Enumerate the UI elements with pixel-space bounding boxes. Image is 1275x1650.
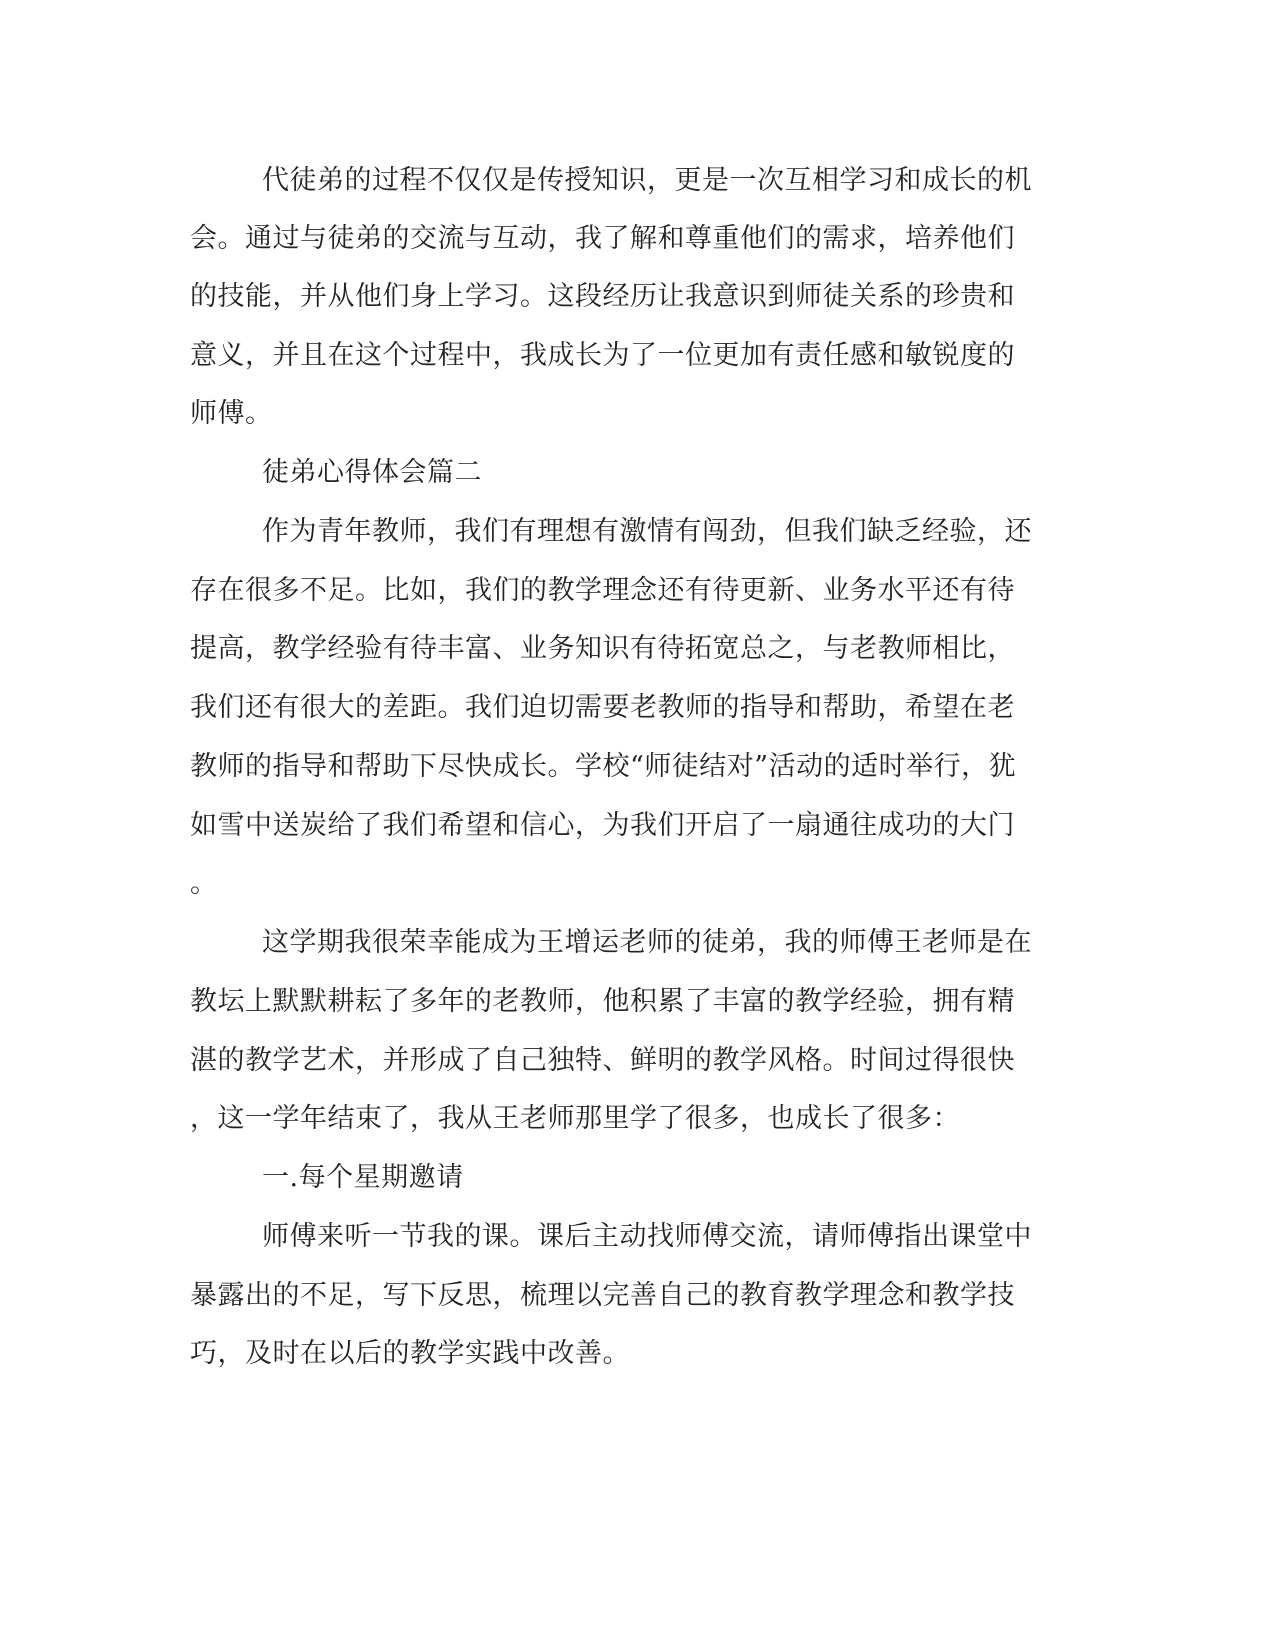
paragraph-line: 的技能，并从他们身上学习。这段经历让我意识到师徒关系的珍贵和 [190, 281, 1015, 312]
paragraph-line: 巧，及时在以后的教学实践中改善。 [190, 1338, 630, 1369]
paragraph-line: 作为青年教师，我们有理想有激情有闯劲，但我们缺乏经验，还 [262, 516, 1032, 547]
paragraph-line: 我们还有很大的差距。我们迫切需要老教师的指导和帮助，希望在老 [190, 692, 1015, 723]
paragraph-line: ，这一学年结束了，我从王老师那里学了很多，也成长了很多： [190, 1103, 960, 1134]
paragraph-line: 教坛上默默耕耘了多年的老教师，他积累了丰富的教学经验，拥有精 [190, 986, 1015, 1017]
paragraph-line: 师傅来听一节我的课。课后主动找师傅交流，请师傅指出课堂中 [262, 1221, 1032, 1252]
paragraph-line: 代徒弟的过程不仅仅是传授知识，更是一次互相学习和成长的机 [262, 165, 1032, 196]
paragraph-line: 师傅。 [190, 398, 273, 429]
paragraph-line: 教师的指导和帮助下尽快成长。学校“师徒结对”活动的适时举行，犹 [190, 751, 1017, 782]
paragraph-line: 湛的教学艺术，并形成了自己独特、鲜明的教学风格。时间过得很快 [190, 1045, 1015, 1076]
paragraph-line: 存在很多不足。比如，我们的教学理念还有待更新、业务水平还有待 [190, 575, 1015, 606]
paragraph-line: 提高，教学经验有待丰富、业务知识有待拓宽总之，与老教师相比， [190, 633, 1015, 664]
paragraph-line: 这学期我很荣幸能成为王增运老师的徒弟，我的师傅王老师是在 [262, 927, 1032, 958]
paragraph-line: 会。通过与徒弟的交流与互动，我了解和尊重他们的需求，培养他们 [190, 223, 1015, 254]
list-item-heading: 一.每个星期邀请 [262, 1162, 464, 1193]
section-heading: 徒弟心得体会篇二 [262, 457, 482, 488]
paragraph-line: 。 [190, 868, 218, 899]
paragraph-line: 意义，并且在这个过程中，我成长为了一位更加有责任感和敏锐度的 [190, 340, 1015, 371]
paragraph-line: 如雪中送炭给了我们希望和信心，为我们开启了一扇通往成功的大门 [190, 810, 1015, 841]
paragraph-line: 暴露出的不足，写下反思，梳理以完善自己的教育教学理念和教学技 [190, 1280, 1015, 1311]
